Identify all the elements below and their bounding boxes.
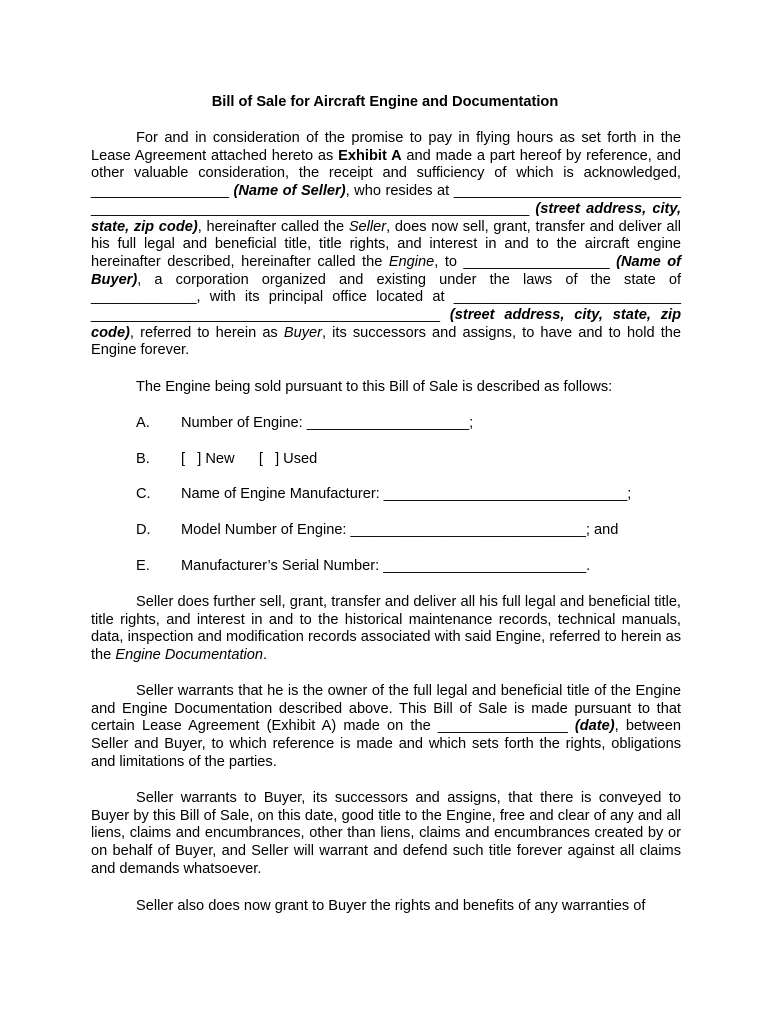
item-text: Manufacturer’s Serial Number: _________________________.: [181, 558, 591, 574]
date-hint: (date): [574, 718, 615, 735]
text-run: , to __________________: [434, 253, 617, 270]
list-item-serial-number: [136, 558, 681, 576]
text-run: , does now sell, grant, transfer and deliver all his full legal and beneficial title, title rights, and interest in and to the aircraft engine hereinafter described, hereinafter called the: [91, 218, 681, 270]
paragraph-consideration: [91, 130, 681, 360]
text-run: and made a part hereof by reference, and other valuable consideration, the receipt and sufficiency of which is acknowledged, _________________: [91, 147, 682, 200]
item-letter: D.: [136, 522, 151, 538]
paragraph-title-warranty: [91, 790, 681, 879]
text-run: , between Seller and Buyer, to which reference is made and which sets forth the rights, obligations and limitations of the parties.: [91, 718, 681, 770]
text-run: , referred to herein as: [129, 324, 284, 341]
paragraph-documentation: [91, 594, 681, 665]
list-item-manufacturer: [136, 486, 681, 504]
seller-name-hint: (Name of Seller): [233, 183, 346, 200]
text-run: , a corporation organized and existing under the laws of the state of _____________, with its principal office located at ____________________________ ___________________________________________: [91, 271, 681, 324]
buyer-term: Buyer: [283, 324, 322, 341]
item-text: [ ] New [ ] Used: [181, 451, 318, 467]
paragraph-engine-description: [91, 379, 681, 397]
item-letter: B.: [136, 451, 150, 467]
item-text: Number of Engine: ____________________;: [181, 415, 474, 431]
item-text: Name of Engine Manufacturer: ______________________________;: [181, 486, 632, 502]
text-run: , who resides at ____________________________ ______________________________________________________: [91, 183, 681, 217]
text-run: Seller warrants that he is the owner of the full legal and beneficial title of the Engine and Engine Documentation described above. This Bill of Sale is made pursuant to that certain Lease Agreement (Exhibit A) made on the ________________: [91, 683, 681, 735]
text-run: For and in consideration of the promise to pay in flying hours as set forth in the Lease Agreement attached hereto as: [91, 130, 681, 164]
engine-documentation-term: Engine Documentation: [115, 647, 263, 664]
text-run: Seller warrants to Buyer, its successors and assigns, that there is conveyed to Buyer by this Bill of Sale, on this date, good title to the Engine, free and clear of any and all liens, claims and encumbrances, other than liens, claims and encumbrances created by or on behalf of Buyer, and Seller will warrant and defend such title forever against all claims and demands whatsoever.: [91, 790, 681, 877]
paragraph-warranty-rights: [91, 898, 681, 916]
item-letter: E.: [136, 558, 150, 574]
list-item-condition: [136, 451, 681, 469]
text-run: Seller also does now grant to Buyer the rights and benefits of any warranties of: [136, 898, 646, 914]
buyer-address-hint: (street address, city, state, zip code): [91, 307, 682, 341]
item-text: Model Number of Engine: _____________________________; and: [181, 522, 619, 538]
exhibit-reference: Exhibit A: [338, 147, 402, 164]
list-item-engine-number: [136, 415, 681, 433]
engine-term: Engine: [388, 253, 435, 270]
text-run: , its successors and assigns, to have and to hold the Engine forever.: [91, 324, 681, 359]
buyer-name-hint: (Name of Buyer): [91, 253, 682, 288]
text-run: The Engine being sold pursuant to this Bill of Sale is described as follows:: [136, 379, 613, 395]
text-run: .: [263, 647, 268, 664]
seller-address-hint: (street address, city, state, zip code): [91, 200, 681, 235]
list-item-model-number: [136, 522, 681, 540]
seller-term: Seller: [348, 218, 387, 235]
text-run: , hereinafter called the: [197, 218, 349, 235]
item-letter: A.: [136, 415, 150, 431]
paragraph-ownership-warranty: [91, 683, 681, 772]
item-letter: C.: [136, 486, 151, 502]
document-title: Bill of Sale for Aircraft Engine and Documentation: [211, 94, 559, 110]
text-run: Seller does further sell, grant, transfer and deliver all his full legal and beneficial title, title rights, and interest in and to the historical maintenance records, technical manuals, data, inspection and modification records associated with said Engine, referred to herein as the: [91, 594, 681, 664]
